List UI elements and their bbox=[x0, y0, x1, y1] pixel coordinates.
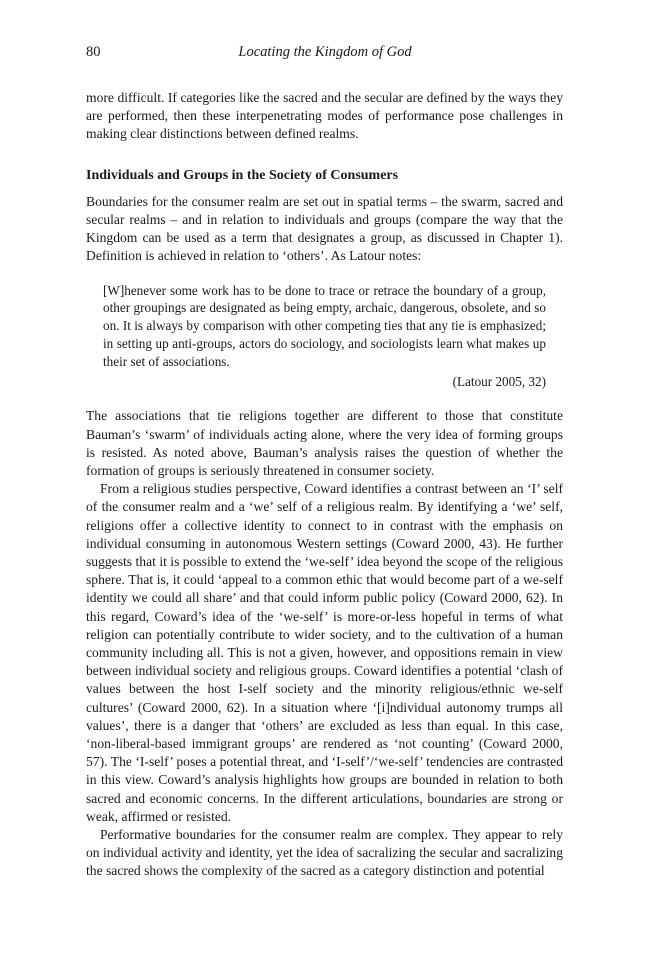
block-quote bbox=[103, 282, 546, 391]
section-heading: Individuals and Groups in the Society of Consumers bbox=[86, 167, 399, 183]
quote-text: [W]henever some work has to be done to trace or retrace the boundary of a group, other groupings are designated as being empty, archaic, dangerous, obsolete, and so on. It is always by comparison with other competing ties that any tie is emphasized; in setting up anti-groups, actors do sociology, and sociologists learn what makes up their set of associations. bbox=[103, 282, 546, 369]
body-text bbox=[86, 89, 563, 881]
running-head bbox=[86, 44, 564, 64]
quote-citation: (Latour 2005, 32) bbox=[452, 373, 546, 389]
page-number: 80 bbox=[86, 44, 101, 60]
running-title: Locating the Kingdom of God bbox=[238, 44, 412, 60]
paragraph-continued: more difficult. If categories like the sacred and the secular are defined by the ways they are performed, then these interpenetrating modes of performance pose challenges in making clear distinctions between defined realms. bbox=[86, 90, 563, 142]
paragraph-coward: From a religious studies perspective, Coward identifies a contrast between an ‘I’ self of the consumer realm and a ‘we’ self of a religious realm. By identifying a ‘we’ self, religions offer a collective identity to connect to in contrast with the emphasis on individual consuming in autonomous Western settings (Coward 2000, 43). He further suggests that it is possible to extend the ‘we-self’ idea beyond the scope of the religious sphere. That is, it could ‘appeal to a common ethic that would become part of a we-self identity we could all share’ and that could inform public policy (Coward 2000, 62). In this regard, Coward’s idea of the ‘we-self’ is more-or-less hopeful in terms of what religion can potentially contribute to wider society, and to the cultivation of a human community including all. This is not a given, however, and oppositions remain in view between individual society and religious groups. Coward identifies a potential ‘clash of values between the host I-self society and the minority religious/ethnic we-self cultures’ (Coward 2000, 62). In a situation where ‘[i]ndividual autonomy trumps all values’, there is a danger that ‘others’ are excluded as less than equal. In this case, ‘non-liberal-based immigrant groups’ are rendered as ‘not counting’ (Coward 2000, 57). The ‘I-self’ poses a potential threat, and ‘I-self’/‘we-self’ tendencies are contrasted in this view. Coward’s analysis highlights how groups are bounded in relation to both sacred and economic concerns. In the different articulations, boundaries are strong or weak, affirmed or resisted. bbox=[86, 481, 563, 824]
paragraph-performative: Performative boundaries for the consumer realm are complex. They appear to rely on individual activity and identity, yet the idea of sacralizing the secular and sacralizing the sacred shows the complexity of the sacred as a category distinction and potential bbox=[86, 827, 563, 879]
paragraph-boundaries: Boundaries for the consumer realm are set out in spatial terms – the swarm, sacred and secular realms – and in relation to individuals and groups (compare the way that the Kingdom can be used as a term that designates a group, as discussed in Chapter 1). Definition is achieved in relation to ‘others’. As Latour notes: bbox=[86, 193, 563, 264]
paragraph-associations: The associations that tie religions together are different to those that constitute Bauman’s ‘swarm’ of individuals acting alone, where the very idea of forming groups is resisted. As noted above, Bauman’s analysis raises the question of whether the formation of groups is seriously threatened in consumer society. bbox=[86, 408, 563, 479]
